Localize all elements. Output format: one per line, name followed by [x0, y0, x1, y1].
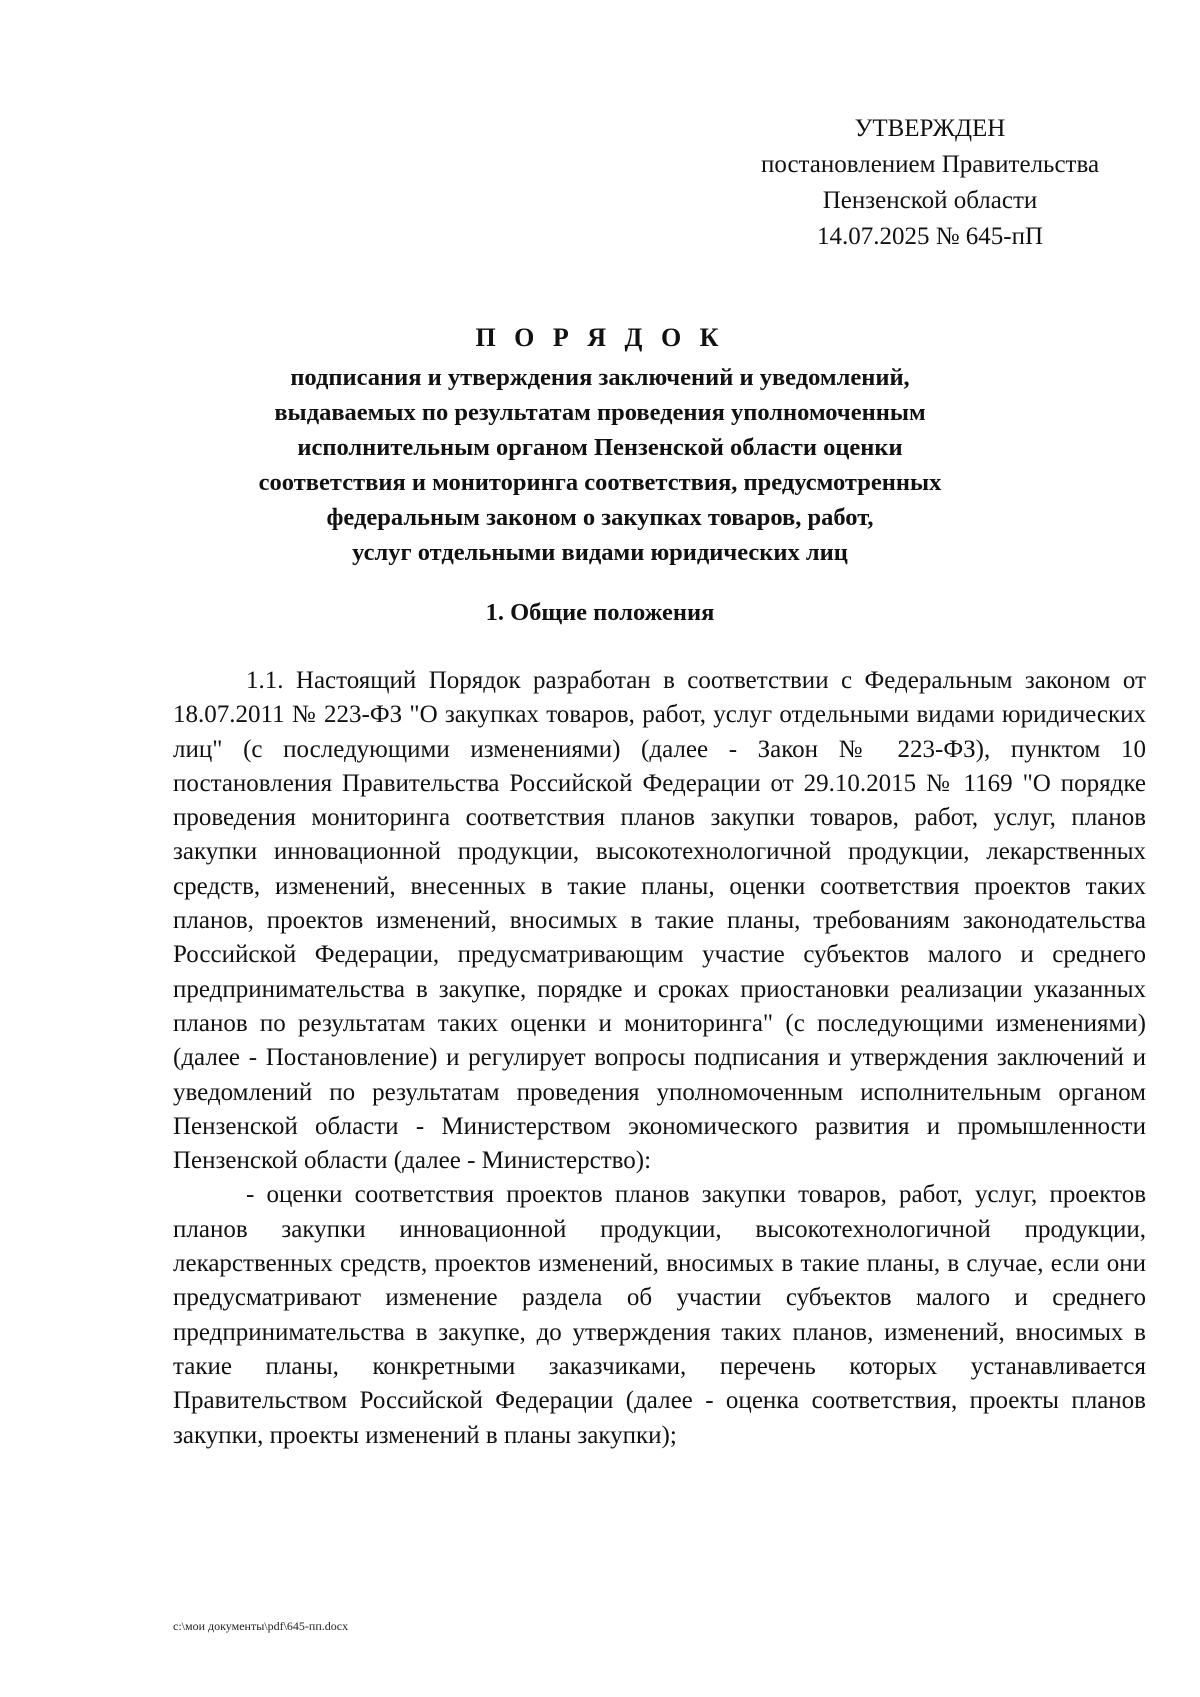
section-heading: 1. Общие положения — [485, 599, 715, 626]
approval-date-number: 14.07.2025 № 645-пП — [816, 223, 1044, 250]
approval-region: Пензенской области — [822, 187, 1038, 214]
title-line: подписания и утверждения заключений и уведомлений, — [290, 364, 910, 391]
title-line: соответствия и мониторинга соответствия, предусмотренных — [258, 469, 942, 496]
footer-file-path: c:\мои документы\pdf\645-пп.docx — [173, 1619, 349, 1633]
title-line: федеральным законом о закупках товаров, работ, — [326, 504, 874, 531]
approval-stamp — [720, 111, 1140, 255]
title-main: П О Р Я Д О К — [475, 323, 725, 352]
approval-by: постановлением Правительства — [760, 151, 1100, 178]
paragraph: 1.1. Настоящий Порядок разработан в соответствии с Федеральным законом от 18.07.2011 № 223-ФЗ "О закупках товаров, работ, услуг отдельными видами юридических лиц" (с последующими изменениями) (далее - Закон № 223-ФЗ), пунктом 10 постановления Правительства Российской Федерации от 29.10.2015 № 1169 "О порядке проведения мониторинга соответствия планов закупки товаров, работ, услуг, планов закупки инновационной продукции, высокотехнологичной продукции, лекарственных средств, изменений, внесенных в такие планы, оценки соответствия проектов таких планов, проектов изменений, вносимых в такие планы, требованиям законодательства Российской Федерации, предусматривающим участие субъектов малого и среднего предпринимательства в закупке, порядке и сроках приостановки реализации указанных планов по результатам таких оценки и мониторинга" (с последующими изменениями) (далее - Постановление) и регулирует вопросы подписания и утверждения заключений и уведомлений по результатам проведения уполномоченным исполнительным органом Пензенской области - Министерством экономического развития и промышленности Пензенской области (далее - Министерство): — [173, 667, 1146, 1175]
paragraph: - оценки соответствия проектов планов закупки товаров, работ, услуг, проектов планов закупки инновационной продукции, высокотехнологичной продукции, лекарственных средств, проектов изменений, вносимых в такие планы, в случае, если они предусматривают изменение раздела об участии субъектов малого и среднего предпринимательства в закупке, до утверждения таких планов, изменений, вносимых в такие планы, конкретными заказчиками, перечень которых устанавливается Правительством Российской Федерации (далее - оценка соответствия, проекты планов закупки, проекты изменений в планы закупки); — [173, 1181, 1146, 1449]
section-body — [173, 664, 1146, 1453]
document-title — [160, 318, 1040, 570]
title-line: исполнительным органом Пензенской области оценки — [297, 434, 903, 461]
approval-heading: УТВЕРЖДЕН — [854, 115, 1006, 142]
title-line: услуг отдельными видами юридических лиц — [352, 539, 848, 566]
title-line: выдаваемых по результатам проведения уполномоченным — [274, 399, 926, 426]
